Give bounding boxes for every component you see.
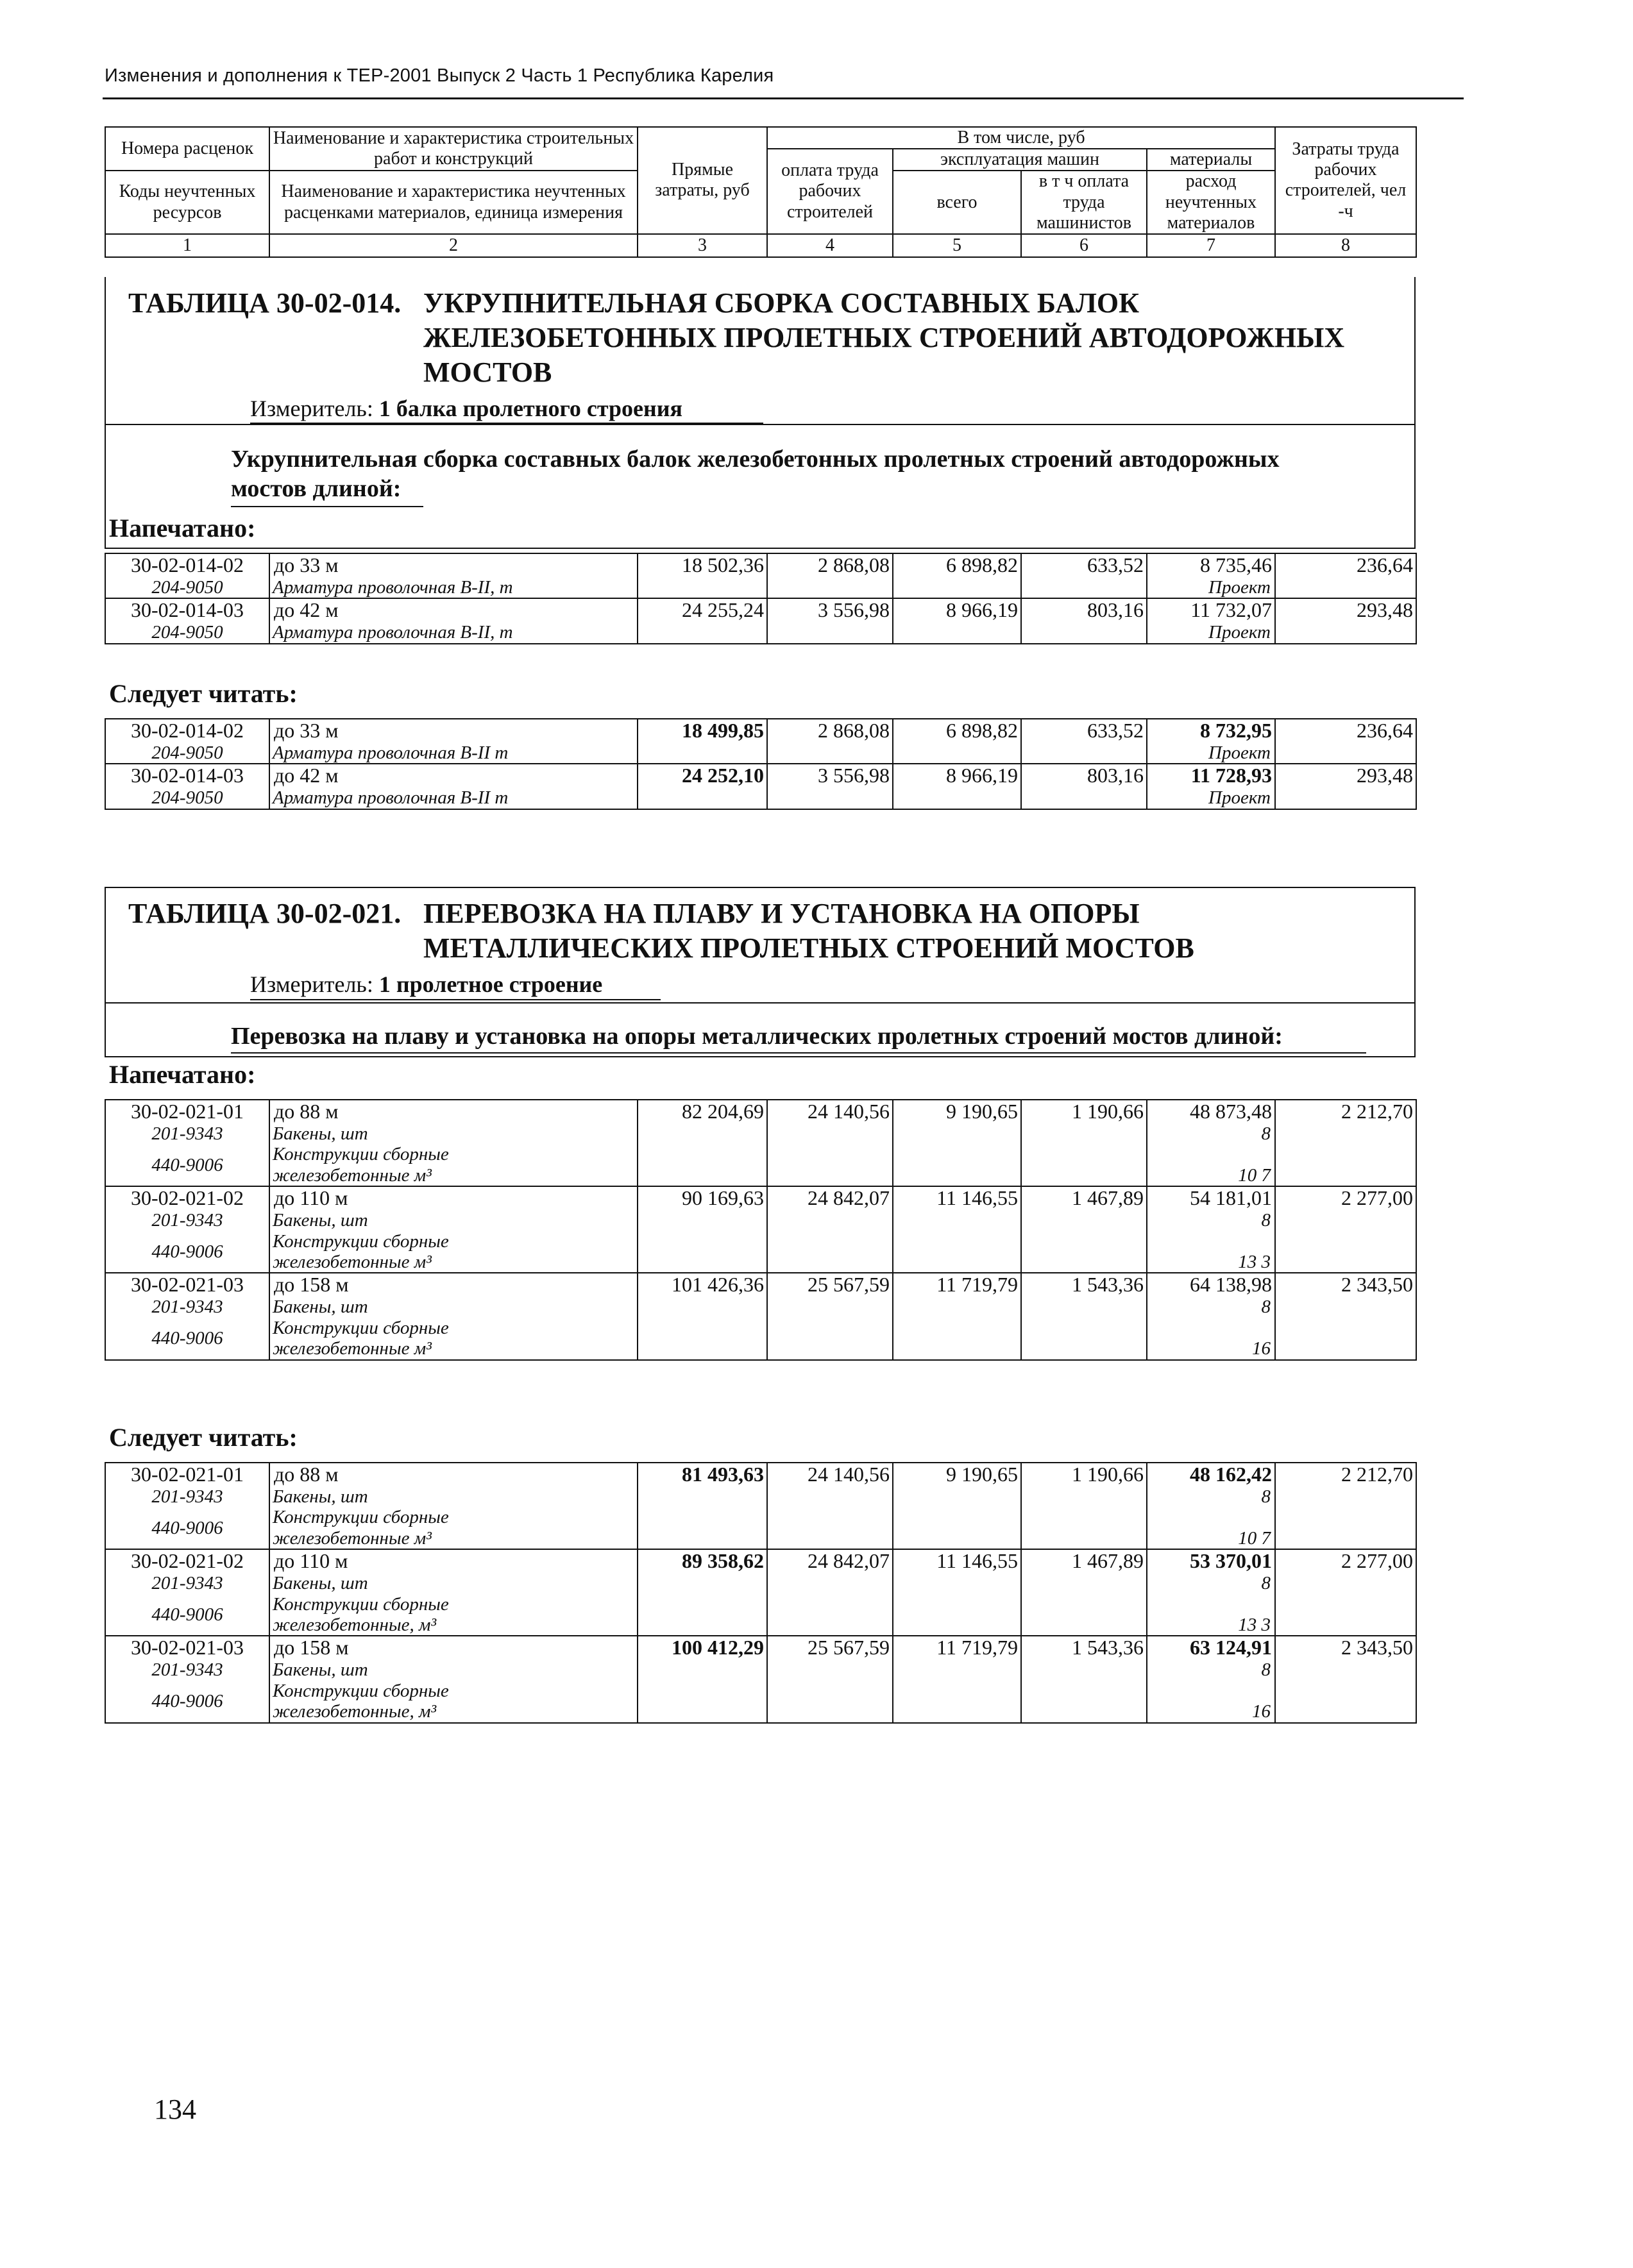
t1-title-line1: УКРУПНИТЕЛЬНАЯ СБОРКА СОСТАВНЫХ БАЛОК	[423, 287, 1140, 319]
col2-bottom-header: Наименование и характеристика неучтенных расценками материалов, единица измерения	[269, 171, 638, 234]
direct-cost: 18 502,36	[638, 553, 767, 577]
labor-pay: 24 140,56	[767, 1463, 893, 1486]
machinists-pay: 633,52	[1021, 553, 1147, 577]
t2-title-line2: МЕТАЛЛИЧЕСКИХ ПРОЛЕТНЫХ СТРОЕНИЙ МОСТОВ	[423, 932, 1194, 964]
machines-total: 6 898,82	[893, 553, 1021, 577]
resource-code: 201-9343	[105, 1123, 269, 1144]
rate-code: 30-02-021-03	[105, 1273, 269, 1297]
labor-hours: 2 277,00	[1275, 1549, 1416, 1573]
resource-name-line: железобетонные м³	[273, 1338, 432, 1359]
machinists-pay: 1 190,66	[1021, 1100, 1147, 1123]
resource-code: 440-9006	[105, 1318, 269, 1360]
t2-printed-label: Напечатано:	[109, 1060, 256, 1089]
resource-name	[269, 1318, 638, 1360]
resource-value: 10 7	[1147, 1507, 1275, 1549]
materials: 8 732,95	[1147, 719, 1275, 743]
resource-name: Бакены, шт	[269, 1297, 638, 1317]
table-row	[105, 1100, 1416, 1123]
table-row	[105, 1594, 1416, 1636]
work-name: до 33 м	[269, 719, 638, 743]
machines-total: 11 146,55	[893, 1549, 1021, 1573]
col-number: 1	[105, 234, 269, 257]
work-name: до 88 м	[269, 1463, 638, 1486]
t2-title-divider	[105, 1002, 1416, 1004]
work-name: до 110 м	[269, 1549, 638, 1573]
t1-measure-underline	[250, 423, 763, 424]
labor-pay: 2 868,08	[767, 553, 893, 577]
direct-cost: 82 204,69	[638, 1100, 767, 1123]
col7-header: расход неучтенных материалов	[1147, 171, 1275, 234]
t2-printed-table	[105, 1099, 1417, 1361]
work-name: до 158 м	[269, 1636, 638, 1659]
machines-total: 9 190,65	[893, 1100, 1021, 1123]
resource-name	[269, 1144, 638, 1186]
resource-code: 440-9006	[105, 1594, 269, 1636]
col-number: 8	[1275, 234, 1416, 257]
table-row	[105, 1681, 1416, 1723]
rate-code: 30-02-021-03	[105, 1636, 269, 1659]
resource-name: Арматура проволочная В-II, т	[269, 577, 638, 598]
work-name: до 42 м	[269, 764, 638, 787]
direct-cost: 89 358,62	[638, 1549, 767, 1573]
materials: 63 124,91	[1147, 1636, 1275, 1659]
col-number: 5	[893, 234, 1021, 257]
resource-name-line: Конструкции сборные	[273, 1317, 449, 1338]
direct-cost: 24 255,24	[638, 598, 767, 622]
col4-header: оплата труда рабочих строителей	[767, 149, 893, 234]
machinists-pay: 1 190,66	[1021, 1463, 1147, 1486]
resource-name	[269, 1681, 638, 1723]
labor-hours: 2 212,70	[1275, 1463, 1416, 1486]
resource-name-line: железобетонные м³	[273, 1252, 432, 1272]
labor-pay: 2 868,08	[767, 719, 893, 743]
labor-pay: 24 842,07	[767, 1549, 893, 1573]
machinists-pay: 803,16	[1021, 598, 1147, 622]
direct-cost: 101 426,36	[638, 1273, 767, 1297]
table-row	[105, 1186, 1416, 1210]
rate-code: 30-02-014-03	[105, 598, 269, 622]
table-row	[105, 598, 1416, 622]
direct-cost: 24 252,10	[638, 764, 767, 787]
resource-name-line: Конструкции сборные	[273, 1507, 449, 1528]
labor-hours: 236,64	[1275, 553, 1416, 577]
resource-name: Арматура проволочная В-II т	[269, 787, 638, 809]
rate-code: 30-02-021-01	[105, 1463, 269, 1486]
machines-total: 11 719,79	[893, 1636, 1021, 1659]
work-name: до 110 м	[269, 1186, 638, 1210]
machines-total: 6 898,82	[893, 719, 1021, 743]
materials: 11 732,07	[1147, 598, 1275, 622]
resource-name	[269, 1594, 638, 1636]
resource-value: 10 7	[1147, 1144, 1275, 1186]
labor-hours: 293,48	[1275, 764, 1416, 787]
resource-value: 8	[1147, 1210, 1275, 1231]
page-number: 134	[154, 2094, 196, 2125]
table-row	[105, 622, 1416, 643]
resource-code: 440-9006	[105, 1231, 269, 1273]
t1-read-table	[105, 718, 1417, 810]
t2-measure	[250, 971, 602, 998]
col1-top-header: Номера расценок	[105, 127, 269, 171]
table-row	[105, 1573, 1416, 1593]
table-row	[105, 719, 1416, 743]
resource-value: 8	[1147, 1573, 1275, 1593]
work-name: до 42 м	[269, 598, 638, 622]
machinists-pay: 1 467,89	[1021, 1549, 1147, 1573]
labor-pay: 24 842,07	[767, 1186, 893, 1210]
resource-name: Арматура проволочная В-II, т	[269, 622, 638, 643]
resource-name-line: железобетонные м³	[273, 1164, 432, 1186]
table-row	[105, 1507, 1416, 1549]
machinists-pay: 1 467,89	[1021, 1186, 1147, 1210]
rate-code: 30-02-014-03	[105, 764, 269, 787]
materials: 8 735,46	[1147, 553, 1275, 577]
col3-header: Прямые затраты, руб	[638, 127, 767, 234]
table-row	[105, 1486, 1416, 1507]
col8-header: Затраты труда рабочих строителей, чел -ч	[1275, 127, 1416, 234]
col5-header: всего	[893, 171, 1021, 234]
direct-cost: 18 499,85	[638, 719, 767, 743]
running-header: Изменения и дополнения к ТЕР-2001 Выпуск 2 Часть 1 Республика Карелия	[105, 65, 774, 86]
labor-pay: 24 140,56	[767, 1100, 893, 1123]
rate-code: 30-02-014-02	[105, 553, 269, 577]
resource-code: 201-9343	[105, 1573, 269, 1593]
table-row	[105, 577, 1416, 598]
resource-name: Бакены, шт	[269, 1210, 638, 1231]
table-row	[105, 1231, 1416, 1273]
resource-value: 16	[1147, 1681, 1275, 1723]
resource-value: 8	[1147, 1297, 1275, 1317]
table-row	[105, 764, 1416, 787]
table-row	[105, 787, 1416, 809]
resource-name: Бакены, шт	[269, 1659, 638, 1680]
including-header: В том числе, руб	[767, 127, 1275, 149]
labor-pay: 25 567,59	[767, 1273, 893, 1297]
materials: 48 873,48	[1147, 1100, 1275, 1123]
resource-name-line: Конструкции сборные	[273, 1231, 449, 1252]
t2-caption-underline	[231, 1052, 1366, 1054]
resource-code: 201-9343	[105, 1486, 269, 1507]
col-number: 3	[638, 234, 767, 257]
resource-code: 204-9050	[105, 787, 269, 809]
labor-hours: 2 343,50	[1275, 1636, 1416, 1659]
machinists-pay: 1 543,36	[1021, 1636, 1147, 1659]
table-row	[105, 1210, 1416, 1231]
t1-printed-table	[105, 553, 1417, 644]
resource-code: 201-9343	[105, 1659, 269, 1680]
rate-code: 30-02-021-02	[105, 1549, 269, 1573]
col1-bottom-header: Коды неучтенных ресурсов	[105, 171, 269, 234]
labor-pay: 3 556,98	[767, 764, 893, 787]
table-row	[105, 553, 1416, 577]
machines-total: 11 146,55	[893, 1186, 1021, 1210]
resource-name-line: Конструкции сборные	[273, 1144, 449, 1165]
table-row	[105, 1297, 1416, 1317]
resource-code: 201-9343	[105, 1210, 269, 1231]
labor-hours: 2 277,00	[1275, 1186, 1416, 1210]
col-number: 4	[767, 234, 893, 257]
t1-title-divider	[105, 424, 1416, 425]
machines-total: 11 719,79	[893, 1273, 1021, 1297]
resource-code: 440-9006	[105, 1681, 269, 1723]
work-name: до 33 м	[269, 553, 638, 577]
resource-value: Проект	[1147, 743, 1275, 764]
machinists-pay: 1 543,36	[1021, 1273, 1147, 1297]
resource-code: 440-9006	[105, 1507, 269, 1549]
column-header-table	[105, 126, 1417, 258]
machines-header: эксплуатация машин	[893, 149, 1147, 171]
machines-total: 8 966,19	[893, 764, 1021, 787]
t2-measure-value: 1 пролетное строение	[378, 971, 603, 997]
resource-value: Проект	[1147, 787, 1275, 809]
t2-caption: Перевозка на плаву и установка на опоры металлических пролетных строений мостов длиной:	[231, 1023, 1283, 1050]
resource-value: 13 3	[1147, 1594, 1275, 1636]
col-number: 2	[269, 234, 638, 257]
materials: 64 138,98	[1147, 1273, 1275, 1297]
t1-title-line2: ЖЕЛЕЗОБЕТОННЫХ ПРОЛЕТНЫХ СТРОЕНИЙ АВТОДОРОЖНЫХ	[423, 322, 1345, 353]
materials: 53 370,01	[1147, 1549, 1275, 1573]
resource-code: 204-9050	[105, 622, 269, 643]
resource-name: Бакены, шт	[269, 1123, 638, 1144]
machines-total: 9 190,65	[893, 1463, 1021, 1486]
labor-pay: 25 567,59	[767, 1636, 893, 1659]
resource-code: 440-9006	[105, 1144, 269, 1186]
direct-cost: 90 169,63	[638, 1186, 767, 1210]
t2-title-prefix: ТАБЛИЦА 30-02-021.	[128, 898, 402, 929]
table-row	[105, 1463, 1416, 1486]
rate-code: 30-02-014-02	[105, 719, 269, 743]
t2-read-table	[105, 1462, 1417, 1724]
table-row	[105, 1144, 1416, 1186]
resource-value: 13 3	[1147, 1231, 1275, 1273]
rate-code: 30-02-021-01	[105, 1100, 269, 1123]
resource-code: 204-9050	[105, 743, 269, 764]
resource-value: Проект	[1147, 622, 1275, 643]
materials-header: материалы	[1147, 149, 1275, 171]
resource-name	[269, 1507, 638, 1549]
t1-printed-label: Напечатано:	[109, 514, 256, 542]
table-row	[105, 1273, 1416, 1297]
direct-cost: 81 493,63	[638, 1463, 767, 1486]
t1-caption-underline	[231, 506, 423, 507]
resource-name	[269, 1231, 638, 1273]
materials: 54 181,01	[1147, 1186, 1275, 1210]
t1-title-prefix: ТАБЛИЦА 30-02-014.	[128, 287, 402, 319]
resource-name-line: Конструкции сборные	[273, 1680, 449, 1701]
resource-name-line: железобетонные, м³	[273, 1701, 437, 1722]
materials: 48 162,42	[1147, 1463, 1275, 1486]
resource-value: 16	[1147, 1318, 1275, 1360]
t2-title-line1: ПЕРЕВОЗКА НА ПЛАВУ И УСТАНОВКА НА ОПОРЫ	[423, 898, 1140, 929]
table-row	[105, 1636, 1416, 1659]
col6-header: в т ч оплата труда машинистов	[1021, 171, 1147, 234]
t1-title-line3: МОСТОВ	[423, 357, 552, 388]
direct-cost: 100 412,29	[638, 1636, 767, 1659]
t1-measure-label: Измеритель:	[250, 396, 373, 421]
resource-name: Арматура проволочная В-II т	[269, 743, 638, 764]
table-row	[105, 743, 1416, 764]
materials: 11 728,93	[1147, 764, 1275, 787]
resource-code: 201-9343	[105, 1297, 269, 1317]
resource-name: Бакены, шт	[269, 1573, 638, 1593]
machinists-pay: 633,52	[1021, 719, 1147, 743]
table-row	[105, 1123, 1416, 1144]
resource-name-line: железобетонные м³	[273, 1527, 432, 1549]
work-name: до 88 м	[269, 1100, 638, 1123]
t1-caption-line1: Укрупнительная сборка составных балок железобетонных пролетных строений автодорожных	[231, 446, 1280, 473]
col-number: 6	[1021, 234, 1147, 257]
labor-hours: 236,64	[1275, 719, 1416, 743]
col-number: 7	[1147, 234, 1275, 257]
labor-hours: 2 343,50	[1275, 1273, 1416, 1297]
resource-value: 8	[1147, 1123, 1275, 1144]
resource-value: 8	[1147, 1659, 1275, 1680]
t1-caption-line2: мостов длиной:	[231, 475, 402, 502]
resource-code: 204-9050	[105, 577, 269, 598]
labor-pay: 3 556,98	[767, 598, 893, 622]
labor-hours: 2 212,70	[1275, 1100, 1416, 1123]
header-rule	[103, 97, 1464, 99]
labor-hours: 293,48	[1275, 598, 1416, 622]
resource-name: Бакены, шт	[269, 1486, 638, 1507]
t2-measure-label: Измеритель:	[250, 971, 373, 997]
resource-name-line: Конструкции сборные	[273, 1593, 449, 1615]
table-row	[105, 1318, 1416, 1360]
rate-code: 30-02-021-02	[105, 1186, 269, 1210]
t1-read-label: Следует читать:	[109, 679, 298, 708]
work-name: до 158 м	[269, 1273, 638, 1297]
t1-measure	[250, 395, 682, 422]
table-row	[105, 1659, 1416, 1680]
machines-total: 8 966,19	[893, 598, 1021, 622]
machinists-pay: 803,16	[1021, 764, 1147, 787]
t2-measure-underline	[250, 999, 661, 1000]
t2-read-label: Следует читать:	[109, 1423, 298, 1452]
resource-name-line: железобетонные, м³	[273, 1615, 437, 1635]
resource-value: Проект	[1147, 577, 1275, 598]
table-row	[105, 1549, 1416, 1573]
resource-value: 8	[1147, 1486, 1275, 1507]
col2-top-header: Наименование и характеристика строительных работ и конструкций	[269, 127, 638, 171]
t1-measure-value: 1 балка пролетного строения	[378, 396, 682, 421]
